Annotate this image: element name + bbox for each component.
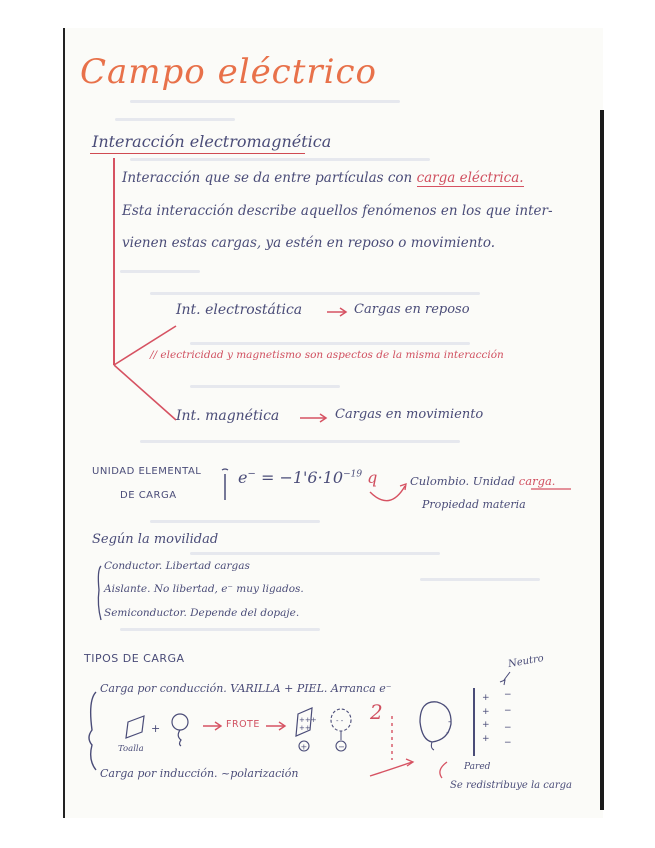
formula-sup: −: [247, 468, 256, 480]
svg-text:+: +: [482, 693, 490, 703]
svg-text:+: +: [482, 707, 490, 717]
mobility-item-conductor: Conductor. Libertad cargas: [104, 560, 250, 572]
magnetic-interaction: Int. magnética: [176, 408, 280, 424]
induction-charging: Carga por inducción. ~polarización: [100, 767, 299, 780]
svg-text:-: -: [446, 728, 450, 738]
coulomb-term: carga.: [518, 474, 556, 488]
charge-types-heading: TIPOS DE CARGA: [84, 652, 185, 665]
definition-line-2: Esta interacción describe aquellos fenómenos en los que inter-: [122, 203, 553, 219]
formula-lhs: e: [238, 468, 248, 487]
rub-label: FROTE: [226, 719, 260, 730]
formula-unit: q: [367, 468, 378, 487]
svg-text:−: −: [504, 723, 512, 733]
magnetic-result: Cargas en movimiento: [335, 407, 484, 422]
unit-label-line-1: UNIDAD ELEMENTAL: [92, 466, 202, 477]
mobility-item-insulator: Aislante. No libertad, e⁻ muy ligados.: [104, 583, 304, 595]
unit-label-line-2: DE CARGA: [120, 490, 177, 501]
property-note: Propiedad materia: [422, 498, 526, 511]
section-heading-electromagnetic: Interacción electromagnética: [92, 132, 332, 151]
step-number: 2: [370, 700, 383, 724]
formula-value: = −1'6·10: [260, 468, 344, 487]
towel-label: Toalla: [118, 744, 144, 754]
unification-note: // electricidad y magnetismo son aspectos de la misma interacción: [150, 349, 504, 361]
svg-text:-: -: [448, 717, 452, 727]
svg-text:+: +: [300, 742, 308, 752]
wall-label: Pared: [464, 762, 491, 772]
page-title: Campo eléctrico: [80, 52, 378, 92]
svg-text:+++: +++: [299, 716, 317, 724]
redistribution-note: Se redistribuye la carga: [450, 780, 573, 791]
mobility-heading: Según la movilidad: [92, 532, 219, 547]
svg-text:+: +: [151, 722, 161, 735]
electrostatic-interaction: Int. electrostática: [176, 302, 303, 318]
svg-text:- -: - -: [336, 717, 344, 725]
svg-text:+: +: [482, 720, 490, 730]
neutral-label: Neutro: [507, 652, 545, 671]
svg-text:++: ++: [299, 724, 311, 732]
svg-text:−: −: [338, 742, 345, 752]
elementary-charge-formula: [238, 468, 377, 487]
coulomb-text: Culombio. Unidad: [410, 474, 516, 488]
formula-exponent: −19: [343, 469, 363, 480]
charge-term: carga eléctrica.: [416, 170, 524, 186]
mobility-item-semiconductor: Semiconductor. Depende del dopaje.: [104, 607, 300, 619]
electrostatic-result: Cargas en reposo: [354, 302, 470, 317]
coulomb-note: [410, 474, 555, 488]
svg-text:−: −: [504, 706, 512, 716]
svg-text:+: +: [482, 734, 490, 744]
svg-text:−: −: [504, 738, 512, 748]
conduction-charging: Carga por conducción. VARILLA + PIEL. Arranca e⁻: [100, 682, 392, 695]
definition-line-3: vienen estas cargas, ya estén en reposo o movimiento.: [122, 235, 495, 251]
svg-text:−: −: [504, 690, 512, 700]
definition-text: Interacción que se da entre partículas con: [122, 170, 413, 186]
